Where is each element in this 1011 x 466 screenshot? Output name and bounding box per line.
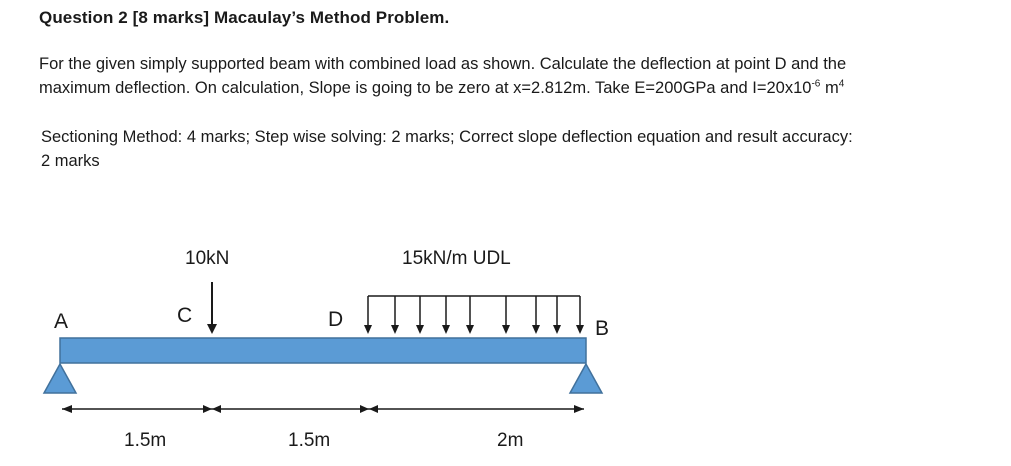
- unit-m: m: [820, 79, 839, 97]
- span-1-label: 1.5m: [124, 430, 167, 451]
- span-3-label: 2m: [497, 430, 524, 451]
- point-load-arrow: [207, 282, 217, 334]
- marking-scheme: [41, 125, 1001, 173]
- beam: [60, 338, 586, 363]
- question-title: Question 2 [8 marks] Macaulay’s Method Problem.: [39, 8, 450, 27]
- point-d-label: D: [328, 308, 344, 331]
- udl-label: 15kN/m UDL: [402, 248, 511, 269]
- dimension-line: [62, 405, 584, 413]
- point-load-label: 10kN: [185, 248, 230, 269]
- problem-line-1: For the given simply supported beam with combined load as shown. Calculate the deflection at point D and the: [39, 55, 847, 73]
- support-b: [570, 364, 602, 393]
- exponent-4: 4: [838, 78, 845, 90]
- exponent-neg6: -6: [811, 78, 821, 90]
- support-a: [44, 364, 76, 393]
- udl-arrows: [364, 296, 584, 334]
- problem-line-2-text: maximum deflection. On calculation, Slope is going to be zero at x=2.812m. Take E=200GPa and I=20x10: [39, 79, 812, 97]
- point-c-label: C: [177, 304, 193, 327]
- problem-statement: [39, 52, 999, 100]
- span-2-label: 1.5m: [288, 430, 331, 451]
- point-a-label: A: [54, 310, 69, 333]
- point-b-label: B: [595, 317, 610, 340]
- problem-line-2: [39, 76, 999, 100]
- marking-line-2: 2 marks: [41, 152, 100, 170]
- marking-line-1: Sectioning Method: 4 marks; Step wise solving: 2 marks; Correct slope deflection equation and result accuracy:: [41, 128, 853, 146]
